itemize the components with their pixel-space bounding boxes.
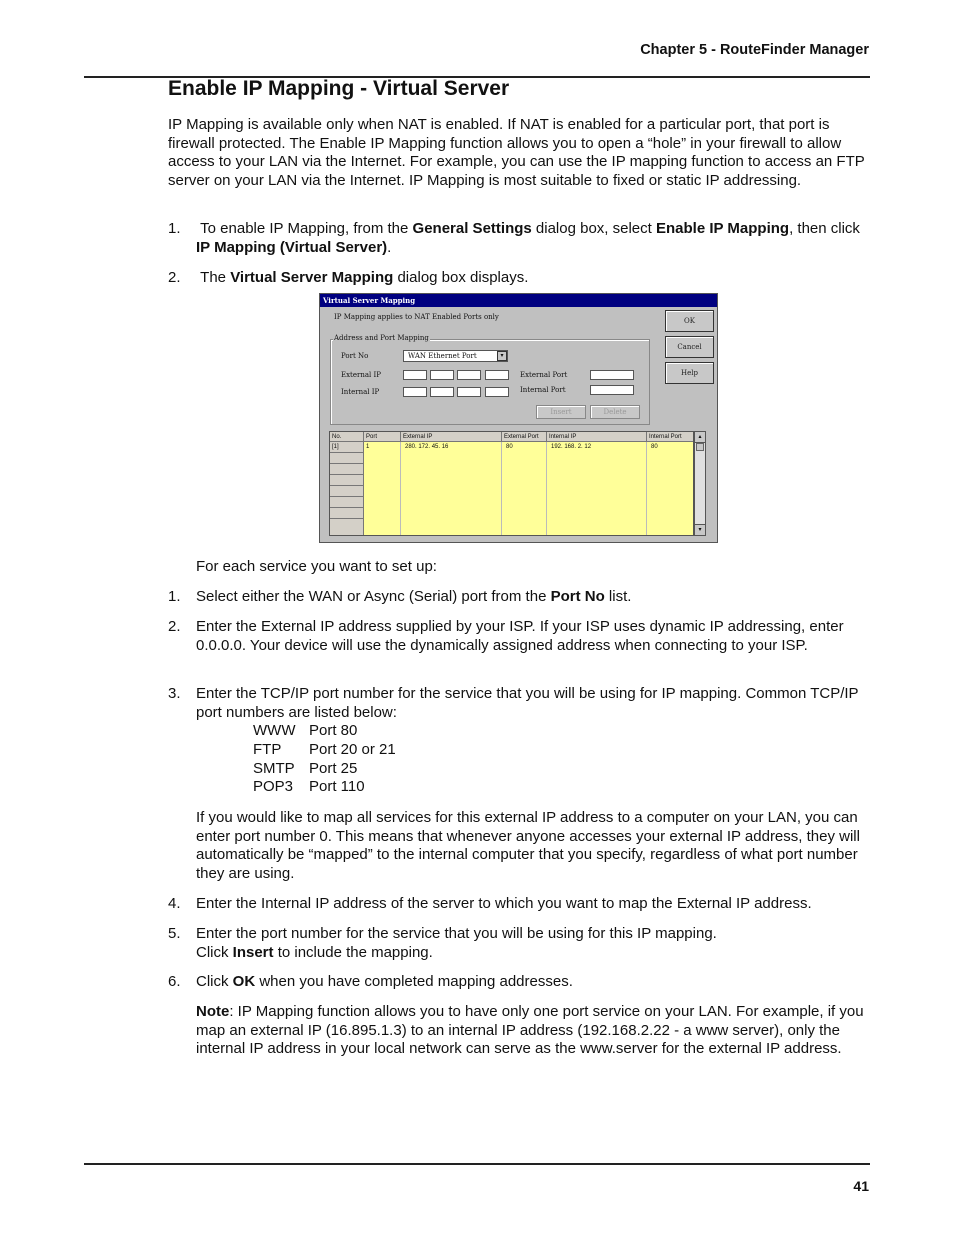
scroll-down-icon[interactable]: ▾ xyxy=(695,524,705,535)
dialog-titlebar: Virtual Server Mapping xyxy=(320,294,717,307)
insert-button[interactable]: Insert xyxy=(536,405,586,419)
chapter-header: Chapter 5 - RouteFinder Manager xyxy=(640,42,869,58)
step-text: Select either the WAN or Async (Serial) port from the Port No list. xyxy=(196,588,632,605)
step-number: 1. xyxy=(168,220,181,237)
ok-button[interactable]: OK xyxy=(665,310,714,332)
internal-ip-octet[interactable] xyxy=(403,387,427,397)
footer-rule xyxy=(84,1163,870,1165)
external-ip-octet[interactable] xyxy=(457,370,481,380)
intro-paragraph: IP Mapping is available only when NAT is enabled. If NAT is enabled for a particular port, that port is firewall protected. The Enable IP Mapping function allows you to open a “hole” in your firewall to allow access to your LAN via the Internet. For example, you can use the IP mapping function to access an FTP server on your LAN via the Internet. IP Mapping is most suitable to fixed or static IP addressing. xyxy=(168,116,865,190)
column-divider xyxy=(400,442,401,536)
external-ip-octet[interactable] xyxy=(485,370,509,380)
port-service: WWW xyxy=(253,722,296,739)
table-cell: 192. 168. 2. 12 xyxy=(551,444,592,450)
table-scrollbar[interactable] xyxy=(694,431,706,536)
table-cell: 80 xyxy=(651,444,658,450)
step-number: 1. xyxy=(168,588,181,605)
internal-port-label: Internal Port xyxy=(520,386,566,394)
step-number: 6. xyxy=(168,973,181,990)
column-divider xyxy=(646,442,647,536)
row-header xyxy=(330,486,364,497)
internal-ip-label: Internal IP xyxy=(341,388,380,396)
step-text: Enter the External IP address supplied by your ISP. If your ISP uses dynamic IP addressing, enter 0.0.0.0. Your device will use the dynamically assigned address when connecting to your ISP. xyxy=(196,618,844,654)
port-number: Port 25 xyxy=(309,760,358,777)
external-ip-octet[interactable] xyxy=(403,370,427,380)
section-title: Enable IP Mapping - Virtual Server xyxy=(168,77,510,100)
port-service: FTP xyxy=(253,741,282,758)
step-number: 2. xyxy=(168,269,181,286)
note-paragraph: Note: IP Mapping function allows you to have only one port service on your LAN. For example, if you map an external IP (16.895.1.3) to an internal IP address (192.168.2.22 - a www server), only the internal IP address in your local network can serve as the www.server for the external IP address. xyxy=(196,1003,864,1058)
internal-ip-octet[interactable] xyxy=(457,387,481,397)
port-number: Port 20 or 21 xyxy=(309,741,396,758)
step-number: 4. xyxy=(168,895,181,912)
internal-ip-octet[interactable] xyxy=(430,387,454,397)
port-service: POP3 xyxy=(253,778,294,795)
external-port-label: External Port xyxy=(520,371,568,379)
step-number: 3. xyxy=(168,685,181,702)
table-cell: 280. 172. 45. 16 xyxy=(405,444,449,450)
row-header xyxy=(330,519,364,536)
port-number: Port 80 xyxy=(309,722,358,739)
step-text: Enter the TCP/IP port number for the service that you will be using for IP mapping. Common TCP/IP port numbers are listed below: xyxy=(196,685,859,721)
column-header[interactable]: External IP xyxy=(401,432,502,442)
row-header xyxy=(330,497,364,508)
external-ip-octet[interactable] xyxy=(430,370,454,380)
scroll-up-icon[interactable]: ▴ xyxy=(695,432,705,443)
port-number: Port 110 xyxy=(309,778,365,795)
port-no-select[interactable]: WAN Ethernet Port xyxy=(403,350,508,362)
chevron-down-icon[interactable]: ▾ xyxy=(497,351,507,361)
page-number: 41 xyxy=(853,1178,869,1194)
step-text: Enter the port number for the service that you will be using for this IP mapping. Click Insert to include the mapping. xyxy=(196,925,717,961)
port-no-label: Port No xyxy=(341,352,369,360)
column-header[interactable]: Internal Port xyxy=(647,432,694,442)
column-header[interactable]: External Port xyxy=(502,432,547,442)
scroll-thumb[interactable] xyxy=(696,443,704,451)
table-cell: 1 xyxy=(366,444,370,450)
delete-button[interactable]: Delete xyxy=(590,405,640,419)
dialog-note: IP Mapping applies to NAT Enabled Ports only xyxy=(334,313,499,321)
column-header[interactable]: Port xyxy=(364,432,401,442)
step-text: Enter the Internal IP address of the server to which you want to map the External IP address. xyxy=(196,895,812,912)
step-text: The Virtual Server Mapping dialog box displays. xyxy=(200,269,529,286)
step-number: 5. xyxy=(168,925,181,942)
internal-ip-octet[interactable] xyxy=(485,387,509,397)
column-divider xyxy=(546,442,547,536)
mapping-table[interactable] xyxy=(329,431,694,536)
row-header xyxy=(330,508,364,519)
table-cell: 80 xyxy=(506,444,513,450)
external-port-input[interactable] xyxy=(590,370,634,380)
map-all-paragraph: If you would like to map all services for this external IP address to a computer on your LAN, you can enter port number 0. This means that whenever anyone accesses your external IP address, they will automatically be “mapped” to the internal computer that you specify, regardless of what port number they are using. xyxy=(196,809,860,883)
port-service: SMTP xyxy=(253,760,295,777)
external-ip-label: External IP xyxy=(341,371,381,379)
row-header xyxy=(330,475,364,486)
column-header[interactable]: Internal IP xyxy=(547,432,647,442)
row-header xyxy=(330,464,364,475)
row-header xyxy=(330,453,364,464)
table-cell: [1] xyxy=(332,444,339,450)
step-text: To enable IP Mapping, from the General Settings dialog box, select Enable IP Mapping, then click IP Mapping (Virtual Server). xyxy=(196,220,860,256)
column-divider xyxy=(501,442,502,536)
for-each-text: For each service you want to set up: xyxy=(196,558,437,575)
cancel-button[interactable]: Cancel xyxy=(665,336,714,358)
group-label: Address and Port Mapping xyxy=(334,334,429,342)
step-text: Click OK when you have completed mapping addresses. xyxy=(196,973,573,990)
step-number: 2. xyxy=(168,618,181,635)
help-button[interactable]: Help xyxy=(665,362,714,384)
internal-port-input[interactable] xyxy=(590,385,634,395)
column-header[interactable]: No. xyxy=(330,432,364,442)
